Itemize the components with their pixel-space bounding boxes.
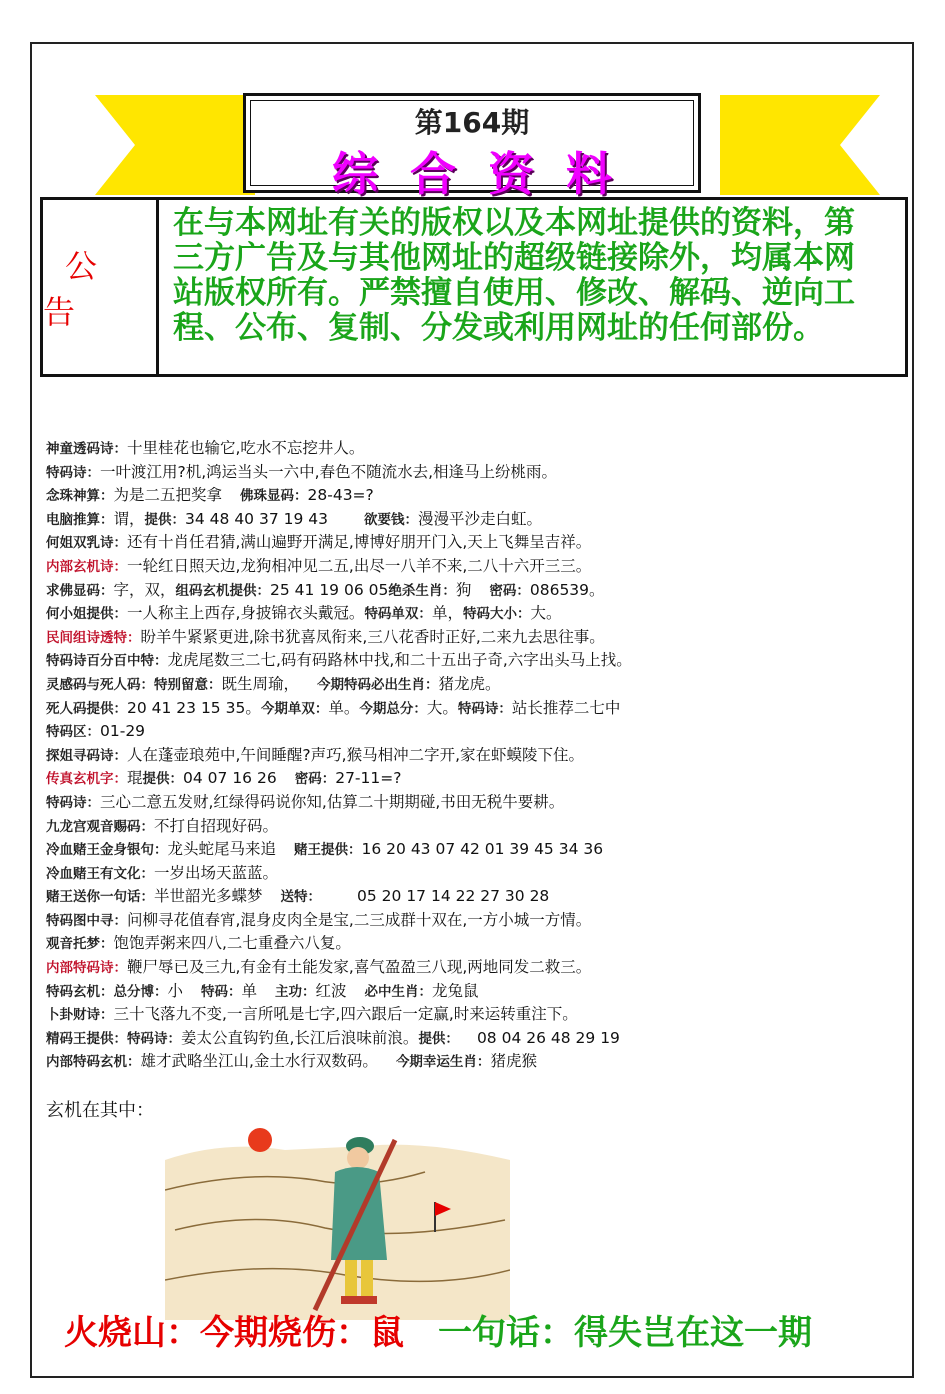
info-row <box>46 1003 906 1027</box>
row-label: 特码： <box>201 983 242 1000</box>
row-value: 字，双， <box>113 580 176 599</box>
row-label: 冷血赌王金身银句： <box>46 842 168 859</box>
row-label: 内部特码玄机： <box>46 1054 141 1071</box>
row-value: 04 07 16 26 <box>183 769 277 788</box>
row-value: 一轮红日照天边,龙狗相冲见二五,出尽一八羊不来,二八十六开三三。 <box>127 556 592 575</box>
row-value: 人在蓬壶琅苑中,午间睡醒?声巧,猴马相冲二字开,家在虾蟆陵下住。 <box>127 745 585 764</box>
row-value: 漫漫平沙走白虹。 <box>418 509 543 528</box>
info-row <box>46 791 906 815</box>
row-label: 传真玄机字： <box>46 771 127 788</box>
row-value: 34 48 40 37 19 43 <box>185 509 328 528</box>
title-box <box>243 93 701 201</box>
row-label: 九龙宫观音赐码： <box>46 818 154 835</box>
row-value: 一叶渡江用?机,鸿运当头一六中,春色不随流水去,相逢马上纷桃雨。 <box>100 462 558 481</box>
row-label: 观音托梦： <box>46 936 114 953</box>
row-label: 死人码提供： <box>46 700 127 717</box>
row-label: 今期特码必出生肖： <box>317 676 439 693</box>
row-label: 灵感码与死人码： <box>46 676 154 693</box>
row-value: 问柳寻花值春宵,混身皮肉全是宝,二三成群十双在,一方小城一方情。 <box>127 910 592 929</box>
row-label: 密码： <box>294 771 336 788</box>
row-value: 不打自招现好码。 <box>154 816 279 835</box>
row-value: 25 41 19 06 05 <box>270 580 389 599</box>
row-value: 猪虎猴 <box>490 1052 537 1071</box>
row-value: 05 20 17 14 22 27 30 28 <box>357 887 550 906</box>
row-label: 特码大小： <box>462 606 531 623</box>
info-row <box>46 461 906 485</box>
row-value: 十里桂花也输它,吃水不忘挖井人。 <box>127 439 365 457</box>
row-label: 今期幸运生肖： <box>395 1054 491 1071</box>
row-label: 神童透码诗： <box>46 441 127 457</box>
row-value: 龙兔鼠 <box>432 981 479 1000</box>
info-row <box>46 980 906 1004</box>
info-row <box>46 602 906 626</box>
row-label: 何姐双乳诗： <box>46 535 127 552</box>
row-value: 三心二意五发财,红绿得码说你知,估算二十期期碰,书田无税牛要耕。 <box>100 792 565 811</box>
row-value: 单， <box>431 604 463 623</box>
row-value: 还有十肖任君猜,满山遍野开满足,博博好朋开门入,天上飞舞呈吉祥。 <box>127 533 592 552</box>
info-row <box>46 437 906 461</box>
info-row <box>46 508 906 532</box>
row-label: 今期单双： <box>260 700 329 717</box>
info-row <box>46 720 906 744</box>
info-row <box>46 767 906 791</box>
info-row <box>46 862 906 886</box>
row-value: 龙头蛇尾马来追 <box>167 840 277 859</box>
row-value: 086539。 <box>529 580 605 599</box>
info-row <box>46 673 906 697</box>
info-row <box>46 956 906 980</box>
info-row <box>46 909 906 933</box>
row-label: 念珠神算： <box>46 488 114 505</box>
info-rows <box>46 437 906 1074</box>
row-label: 绝杀生肖： <box>388 582 456 599</box>
row-label: 特码诗： <box>46 794 100 811</box>
info-row <box>46 1027 906 1051</box>
row-label: 主功： <box>275 983 316 1000</box>
page-title: 综合资料 <box>332 147 644 201</box>
row-label: 特码图中寻： <box>46 912 127 929</box>
footer-one-sentence: 一句话：得失岂在这一期 <box>438 1313 812 1353</box>
row-value: 一岁出场天蓝蓝。 <box>154 863 279 882</box>
row-label: 求佛显码： <box>46 582 114 599</box>
issue-number: 第164期 <box>414 106 530 139</box>
row-label: 今期总分： <box>359 700 427 717</box>
row-label: 特码诗： <box>46 464 100 481</box>
notice-label: 公告 <box>43 200 159 374</box>
info-row <box>46 1050 906 1074</box>
row-label: 特码区： <box>46 724 100 741</box>
info-row <box>46 815 906 839</box>
row-label: 内部玄机诗： <box>46 558 127 575</box>
row-label: 电脑推算： <box>46 511 114 528</box>
row-value: 谓， <box>113 509 145 528</box>
row-label: 探姐寻码诗： <box>46 747 127 764</box>
row-label: 欲要钱： <box>364 511 418 528</box>
illustration-traveler <box>165 1110 510 1320</box>
row-value: 饱饱弄粥来四八,二七重叠六八复。 <box>113 934 351 953</box>
row-label: 总分博： <box>113 983 168 1000</box>
row-label: 特码玄机： <box>46 983 114 1000</box>
row-label: 民间组诗透特： <box>46 629 141 646</box>
row-label: 特码诗： <box>457 700 512 717</box>
row-label: 卜卦财诗： <box>46 1007 114 1024</box>
row-value: 琨 <box>127 769 143 788</box>
row-label: 提供： <box>142 771 184 788</box>
row-value: 27-11=? <box>335 769 402 788</box>
row-value: 红波 <box>315 981 347 1000</box>
row-value: 鞭尸辱已及三九,有金有土能发家,喜气盈盈三八现,两地同发二救三。 <box>127 958 592 977</box>
row-value: 01-29 <box>100 722 146 741</box>
info-row <box>46 838 906 862</box>
row-value: 狗 <box>455 580 472 599</box>
row-label: 特别留意： <box>154 676 222 693</box>
info-row <box>46 885 906 909</box>
row-value: 一人称主上西存,身披锦衣头戴冠。 <box>127 604 365 623</box>
row-value: 三十飞落九不变,一言所吼是七字,四六跟后一定赢,时来运转重注下。 <box>113 1005 578 1024</box>
row-value: 姜太公直钩钓鱼,长江后浪味前浪。 <box>181 1028 419 1047</box>
row-value: 为是二五把奖拿 <box>113 486 223 505</box>
notice-box <box>40 197 908 377</box>
footer-line <box>64 1305 812 1354</box>
row-label: 特码诗百分百中特： <box>46 653 168 670</box>
footer-fire-mountain: 火烧山：今期烧伤：鼠 <box>64 1313 404 1353</box>
info-row <box>46 626 906 650</box>
ribbon-left <box>95 95 255 195</box>
row-label: 特码单双： <box>364 606 432 623</box>
ribbon-right <box>720 95 880 195</box>
row-value: 半世韶光多蝶梦 <box>154 887 263 906</box>
row-label: 冷血赌王有文化： <box>46 865 154 882</box>
row-label: 组码玄机提供： <box>175 582 271 599</box>
info-row <box>46 531 906 555</box>
row-label: 特码诗： <box>127 1030 181 1047</box>
row-label: 精码王提供： <box>46 1030 127 1047</box>
row-value: 08 04 26 48 29 19 <box>476 1028 620 1047</box>
row-value: 小 <box>167 981 184 1000</box>
row-value: 既生周瑜， <box>221 674 300 693</box>
row-label: 赌王送你一句话： <box>46 889 154 906</box>
xuanji-label: 玄机在其中： <box>46 1100 154 1121</box>
row-label: 提供： <box>418 1030 459 1047</box>
row-value: 单 <box>241 981 258 1000</box>
row-value: 龙虎尾数三二七,码有码路林中找,和二十五出子奇,六字出头马上找。 <box>167 651 632 670</box>
row-value: 16 20 43 07 42 01 39 45 34 36 <box>361 840 604 859</box>
info-row <box>46 579 906 603</box>
notice-text: 在与本网址有关的版权以及本网址提供的资料，第三方广告及与其他网址的超级链接除外，均属本网站版权所有。严禁擅自使用、修改、解码、逆向工程、公布、复制、分发或利用网址的任何部份。 <box>173 205 855 346</box>
info-row <box>46 555 906 579</box>
row-label: 密码： <box>489 582 530 599</box>
row-label: 提供： <box>144 511 186 528</box>
row-value: 站长推荐二七中 <box>511 698 621 717</box>
info-row <box>46 744 906 768</box>
info-row <box>46 932 906 956</box>
row-value: 大。 <box>530 604 562 623</box>
row-value: 盼羊牛紧紧更进,除书犹喜凤衔来,三八花香时正好,二来九去思往事。 <box>140 627 605 646</box>
sun-icon <box>248 1128 272 1152</box>
row-value: 20 41 23 15 35。 <box>127 698 261 717</box>
info-row <box>46 697 906 721</box>
row-label: 赌王提供： <box>294 842 362 859</box>
info-row <box>46 649 906 673</box>
row-value: 单。 <box>328 698 360 717</box>
row-label: 必中生肖： <box>364 983 433 1000</box>
row-value: 大。 <box>426 698 458 717</box>
row-value: 雄才武略坐江山,金土水行双数码。 <box>140 1052 378 1071</box>
row-label: 佛珠显码： <box>240 488 308 505</box>
row-value: 猪龙虎。 <box>438 674 501 693</box>
info-row <box>46 484 906 508</box>
row-label: 何小姐提供： <box>46 606 127 623</box>
row-label: 内部特码诗： <box>46 960 127 977</box>
row-label: 送特： <box>280 889 322 906</box>
row-value: 28-43=? <box>307 486 374 505</box>
